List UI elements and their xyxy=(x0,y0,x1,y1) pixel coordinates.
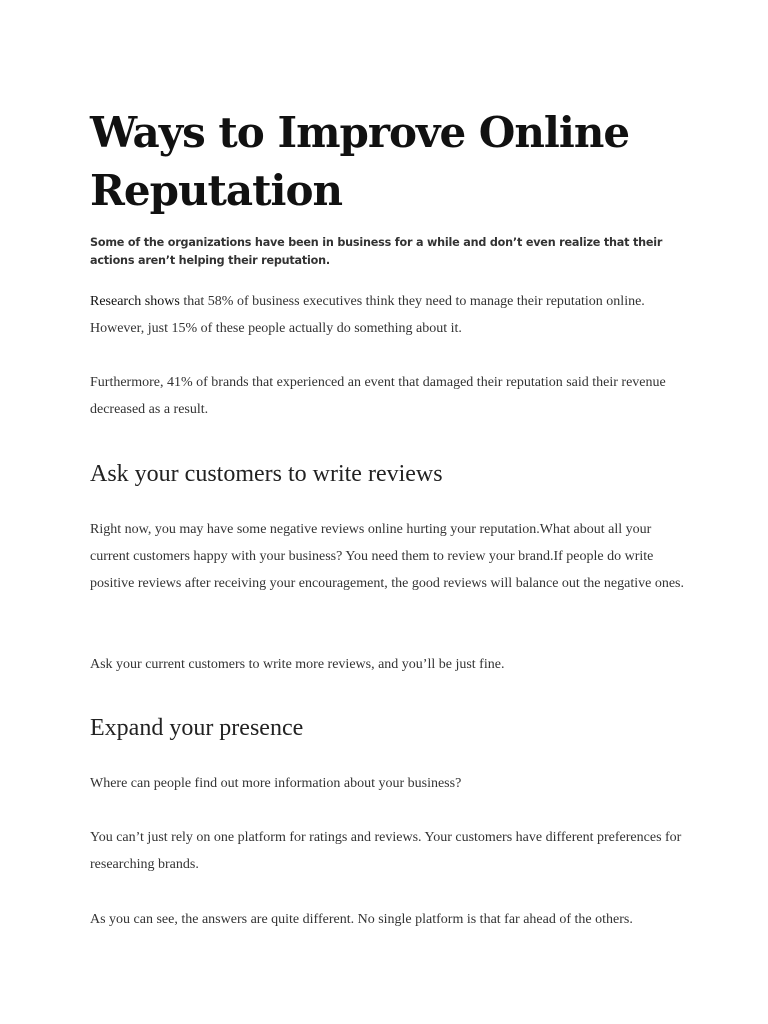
reviews-paragraph-1: Right now, you may have some negative reviews online hurting your reputation.What about all your current customers happy with your business? You need them to review your brand.If people do write positive reviews after receiving your encouragement, the good reviews will balance out the negative ones. xyxy=(90,522,685,591)
intro-paragraph-2: Furthermore, 41% of brands that experienced an event that damaged their reputation said their revenue decreased as a result. xyxy=(90,375,666,417)
presence-paragraph-3: As you can see, the answers are quite different. No single platform is that far ahead of the others. xyxy=(90,912,633,927)
intro-paragraph-1-text: that 58% of business executives think they need to manage their reputation online. However, just 15% of these people actually do something about it. xyxy=(90,294,645,336)
section-heading-reviews: Ask your customers to write reviews xyxy=(90,461,443,487)
presence-paragraph-2: You can’t just rely on one platform for ratings and reviews. Your customers have different preferences for researching brands. xyxy=(90,830,682,872)
research-shows-link[interactable]: Research shows xyxy=(90,294,180,309)
article-subtitle: Some of the organizations have been in business for a while and don’t even realize that their actions aren’t helping their reputation. xyxy=(90,236,663,267)
presence-paragraph-1: Where can people find out more information about your business? xyxy=(90,776,462,791)
section-heading-presence: Expand your presence xyxy=(90,715,304,741)
article-title: Ways to Improve Online Reputation xyxy=(90,108,630,215)
intro-paragraph-1 xyxy=(90,288,690,342)
reviews-paragraph-2: Ask your current customers to write more reviews, and you’ll be just fine. xyxy=(90,657,505,672)
